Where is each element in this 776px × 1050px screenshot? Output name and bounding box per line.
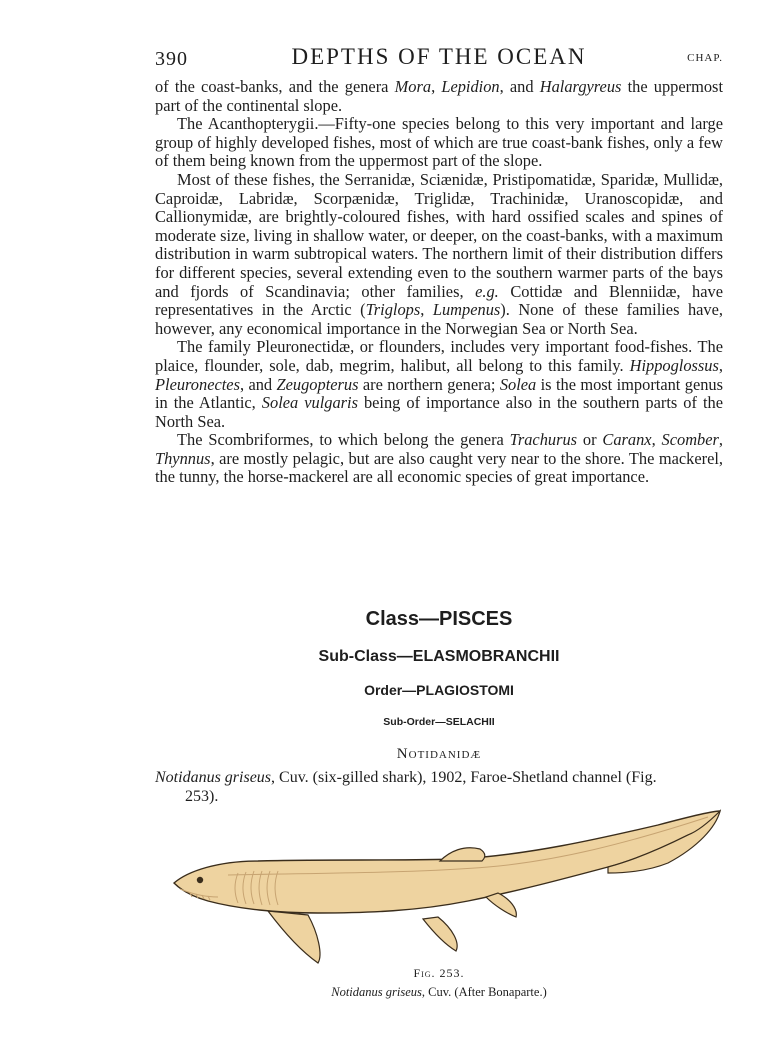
paragraph-3: Most of these fishes, the Serranidæ, Sciænidæ, Pristipomatidæ, Sparidæ, Mullidæ, Caproidæ, Labridæ, Scorpænidæ, Triglidæ, Trachinidæ, Uranoscopidæ, and Callionymidæ, are brightly-coloured fishes, with hard ossified scales and spines of moderate size, living in shallow water, or deeper, on the coast-banks, with a maximum distribution in warm subtropical waters. The northern limit of their distribution differs for different species, several extending even to the southern warmer parts of the bays and fjords of Scandinavia; other families, e.g. Cottidæ and Blenniidæ, have representatives in the Arctic (Triglops, Lumpenus). None of these families have, however, any economical importance in the Norwegian Sea or North Sea. xyxy=(155,169,724,338)
anal-fin xyxy=(486,893,516,917)
family-heading: Notidanidæ xyxy=(396,746,482,762)
dorsal-fin xyxy=(440,848,485,861)
chapter-label: CHAP. xyxy=(687,52,723,64)
eye xyxy=(197,877,203,883)
page-number: 390 xyxy=(155,48,188,70)
paragraph-4: The family Pleuronectidæ, or flounders, includes very important food-fishes. The plaice, flounder, sole, dab, megrim, halibut, all belong to this family. Hippoglossus, Pleuronectes, and Zeugopterus are northern genera; Solea is the most important genus in the Atlantic, Solea vulgaris being of importance also in the southern parts of the North Sea. xyxy=(155,337,723,431)
paragraph-2: The Acanthopterygii.—Fifty-one species belong to this very important and large group of highly developed fishes, most of which are true coast-bank fishes, only a few of them being known from the uppermost part of the slope. xyxy=(155,114,723,171)
suborder-heading: Sub-Order—SELACHII xyxy=(383,716,495,728)
subclass-heading: Sub-Class—ELASMOBRANCHII xyxy=(318,648,560,665)
species-entry xyxy=(155,768,725,806)
pectoral-fin xyxy=(268,911,320,963)
paragraph-5: The Scombriformes, to which belong the genera Trachurus or Caranx, Scomber, Thynnus, are mostly pelagic, but are also caught very near to the shore. The mackerel, the tunny, the horse-mackerel are all economic species of great importance. xyxy=(155,430,723,487)
species-name: Notidanus griseus xyxy=(155,769,272,786)
figure-caption-species: Notidanus griseus xyxy=(331,985,422,999)
figure-caption-rest: , Cuv. (After Bonaparte.) xyxy=(421,985,547,999)
figure-number: Fig. 253. xyxy=(413,966,465,980)
paragraph-1: of the coast-banks, and the genera Mora, Lepidion, and Halargyreus the uppermost part of the continental slope. xyxy=(155,77,723,115)
six-gilled-shark-drawing xyxy=(174,811,720,963)
order-heading: Order—PLAGIOSTOMI xyxy=(364,682,514,698)
page-header xyxy=(155,44,723,74)
body-text xyxy=(155,78,723,487)
class-heading: Class—PISCES xyxy=(365,608,513,630)
species-details: , Cuv. (six-gilled shark), 1902, Faroe-Shetland channel (Fig. xyxy=(271,769,657,786)
figure-caption xyxy=(155,985,723,1000)
shark-illustration xyxy=(168,805,728,965)
pelvic-fin xyxy=(423,917,457,951)
running-title: DEPTHS OF THE OCEAN xyxy=(291,44,587,69)
species-continuation: 253). xyxy=(185,788,219,805)
